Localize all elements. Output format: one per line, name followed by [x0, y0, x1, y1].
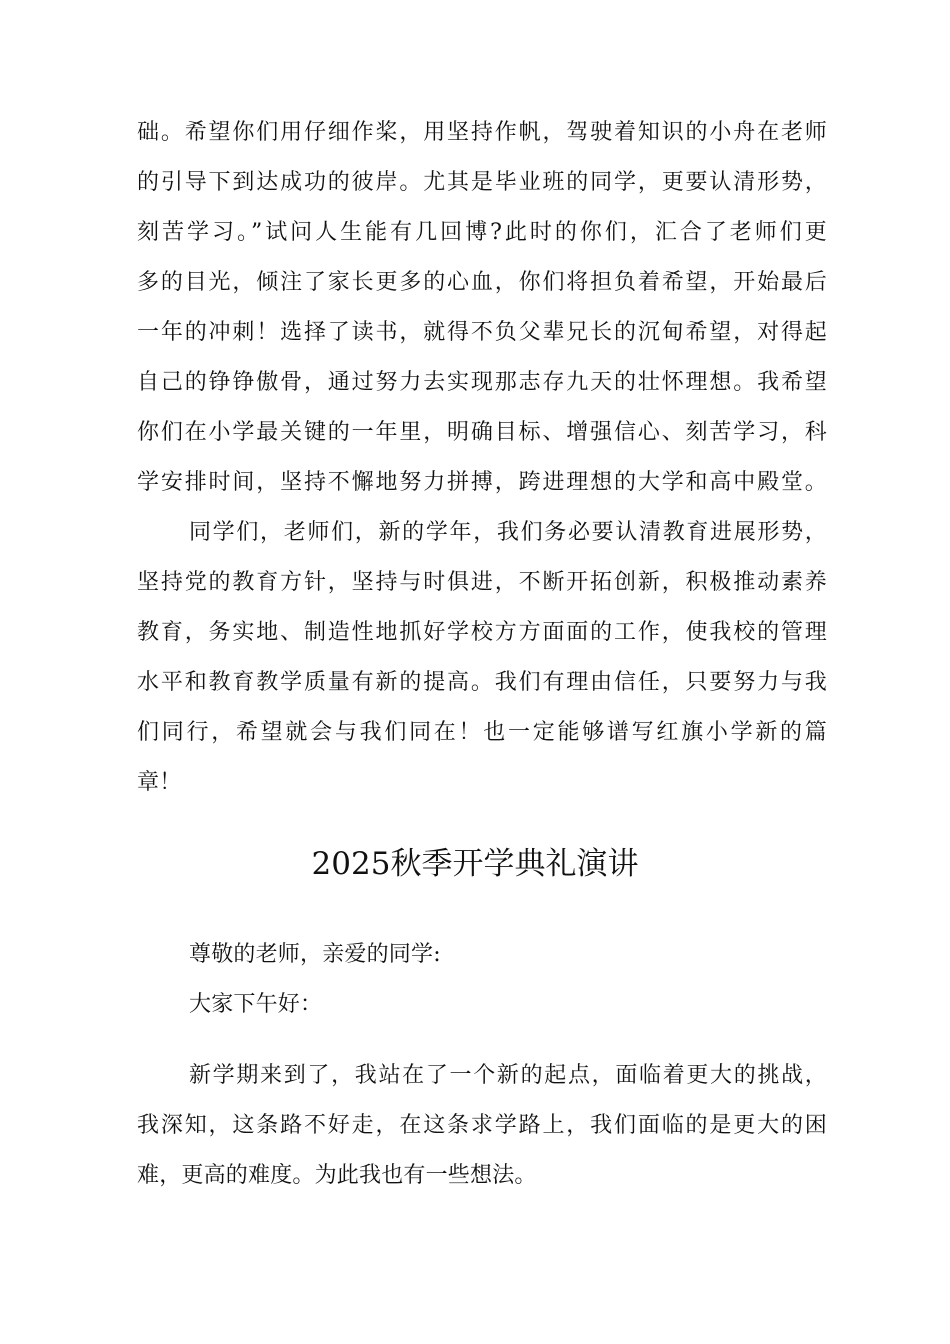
- paragraph-2-line-1: 同学们，老师们，新的学年，我们务必要认清教育进展形势，: [189, 520, 827, 545]
- paragraph-2-line-4: 水平和教育教学质量有新的提高。我们有理由信任，只要努力与我: [137, 670, 827, 695]
- paragraph-2-line-3: 教育，务实地、制造性地抓好学校方方面面的工作，使我校的管理: [137, 620, 827, 645]
- paragraph-2-line-5: 们同行，希望就会与我们同在！也一定能够谱写红旗小学新的篇: [137, 720, 827, 745]
- paragraph-1-line-1: 础。希望你们用仔细作桨，用坚持作帆，驾驶着知识的小舟在老师: [137, 120, 827, 145]
- paragraph-2-line-6: 章！: [137, 770, 182, 795]
- salutation: 尊敬的老师，亲爱的同学:: [189, 942, 441, 967]
- paragraph-2-line-2: 坚持党的教育方针，坚持与时俱进，不断开拓创新，积极推动素养: [137, 570, 827, 595]
- paragraph-1-line-7: 你们在小学最关键的一年里，明确目标、增强信心、刻苦学习，科: [137, 420, 827, 445]
- paragraph-1-line-8: 学安排时间，坚持不懈地努力拼搏，跨进理想的大学和高中殿堂。: [137, 470, 827, 495]
- paragraph-3-line-1: 新学期来到了，我站在了一个新的起点，面临着更大的挑战，: [189, 1063, 827, 1088]
- paragraph-1-line-3: 刻苦学习。”试问人生能有几回博?此时的你们，汇合了老师们更: [137, 220, 827, 245]
- paragraph-3-line-3: 难，更高的难度。为此我也有一些想法。: [137, 1163, 537, 1188]
- paragraph-3-line-2: 我深知，这条路不好走，在这条求学路上，我们面临的是更大的困: [137, 1113, 827, 1138]
- greeting: 大家下午好：: [189, 992, 323, 1017]
- speech-title: 2025秋季开学典礼演讲: [311, 846, 639, 882]
- paragraph-1-line-6: 自己的铮铮傲骨，通过努力去实现那志存九天的壮怀理想。我希望: [137, 370, 827, 395]
- paragraph-1-line-4: 多的目光，倾注了家长更多的心血，你们将担负着希望，开始最后: [137, 270, 827, 295]
- paragraph-1-line-5: 一年的冲刺！选择了读书，就得不负父辈兄长的沉甸希望，对得起: [137, 320, 827, 345]
- paragraph-1-line-2: 的引导下到达成功的彼岸。尤其是毕业班的同学，更要认清形势，: [137, 170, 827, 195]
